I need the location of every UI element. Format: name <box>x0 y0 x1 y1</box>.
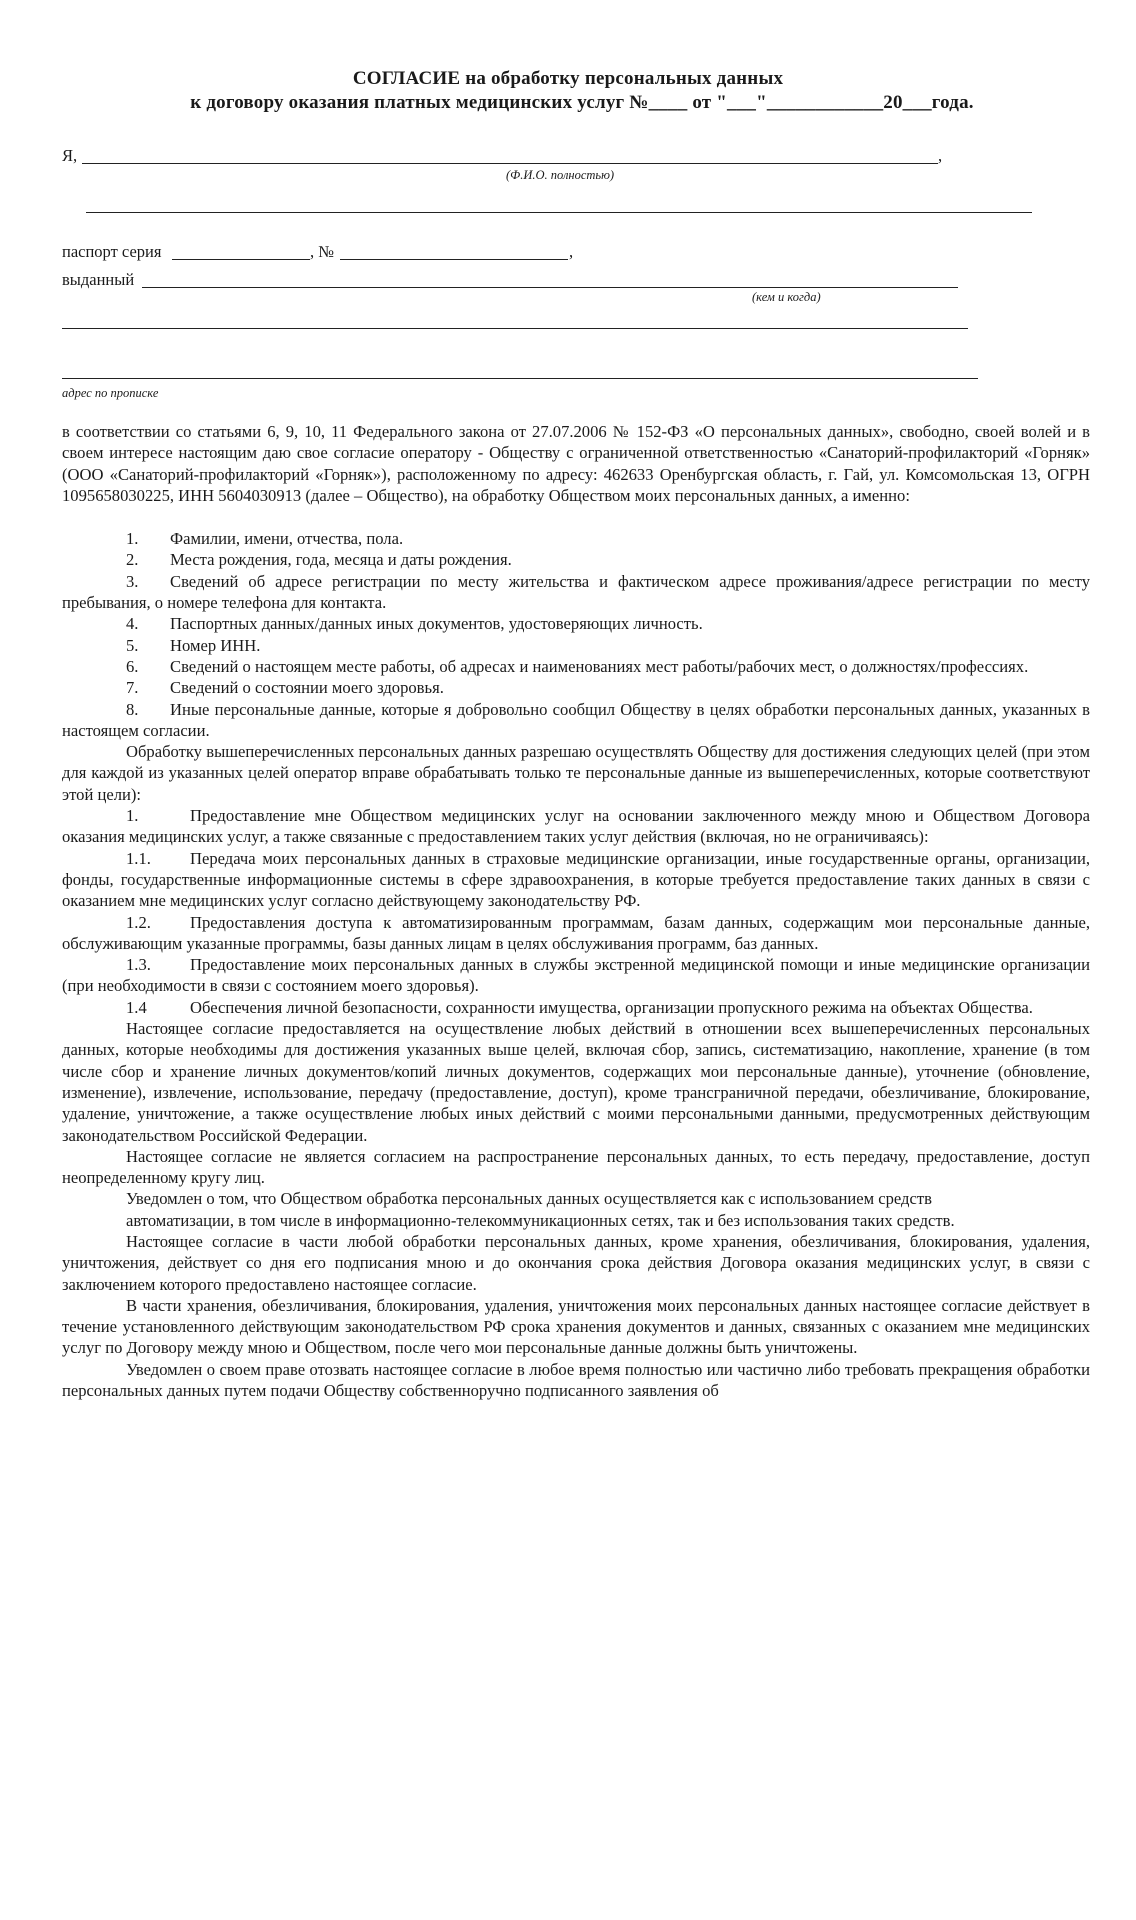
passport-series-label: паспорт серия <box>62 242 162 261</box>
full-name-continuation-line[interactable] <box>86 212 1032 213</box>
purpose-item <box>62 805 1090 848</box>
list-item-number: 1. <box>126 529 139 549</box>
issued-by-line[interactable] <box>142 287 958 288</box>
purposes-intro-paragraph: Обработку вышеперечисленных персональных данных разрешаю осуществлять Обществу для достижения следующих целей (при этом для каждой из указанных целей оператор вправе обрабатывать только те персональные данные из вышеперечисленных, которые соответствуют этой цели): <box>62 742 1090 804</box>
list-item-text: Фамилии, имени, отчества, пола. <box>170 529 404 549</box>
list-item <box>62 571 1090 614</box>
list-item-number: 7. <box>126 678 139 698</box>
full-name-line[interactable] <box>82 163 938 164</box>
intro-paragraph: в соответствии со статьями 6, 9, 10, 11 Федерального закона от 27.07.2006 № 152-ФЗ «О персональных данных», свободно, своей волей и в своем интересе настоящим даю свое согласие оператору - Обществу с ограниченной ответственностью «Санаторий-профилакторий «Горняк» (ООО «Санаторий-профилакторий «Горняк»), расположенному по адресу: 462633 Оренбургская область, г. Гай, ул. Комсомольская 13, ОГРН 1095658030225, ИНН 5604030913 (далее – Общество), на обработку Обществом моих персональных данных, а именно: <box>62 422 1090 505</box>
purpose-item-text: Предоставление моих персональных данных в службы экстренной медицинской помощи и иные медицинские организации (при необходимости в связи с состоянием моего здоровья). <box>62 955 1090 996</box>
passport-series-line[interactable] <box>172 259 310 260</box>
full-name-caption: (Ф.И.О. полностью) <box>506 168 615 182</box>
passport-number-comma: , <box>569 242 574 261</box>
document-title: СОГЛАСИЕ на обработку персональных данных <box>352 68 784 89</box>
list-item-number: 3. <box>126 571 139 591</box>
automation-notice-line2: автоматизации, в том числе в информационно-телекоммуникационных сетях, так и без использования таких средств. <box>126 1210 955 1230</box>
registration-address-caption: адрес по прописке <box>62 386 159 400</box>
purpose-item <box>62 848 1090 912</box>
consent-body <box>62 421 1090 1401</box>
list-item-text: Паспортных данных/данных иных документов, удостоверяющих личность. <box>170 614 703 634</box>
scope-paragraph: Настоящее согласие предоставляется на осуществление любых действий в отношении всех вышеперечисленных персональных данных, которые необходимы для достижения указанных выше целей, включая сбор, запись, систематизацию, накопление, хранение (в том числе сбор и хранение личных документов/копий личных документов, содержащих мои персональные данные), уточнение (обновление, изменение), извлечение, использование, передачу (предоставление, доступ), кроме трансграничной передачи, обезличивание, блокирование, удаление, уничтожение, а также осуществление любых иных действий с моими персональными данными, предусмотренных действующим законодательством Российской Федерации. <box>62 1019 1090 1145</box>
issued-by-continuation-line[interactable] <box>62 328 968 329</box>
name-prefix-label: Я, <box>62 146 78 165</box>
list-item-text: Сведений о состоянии моего здоровья. <box>170 678 444 698</box>
list-item <box>62 549 1090 570</box>
purpose-item-number: 1.1. <box>126 848 151 868</box>
purpose-item <box>62 997 1090 1018</box>
issued-by-label: выданный <box>62 270 135 289</box>
passport-number-label: , № <box>310 242 334 261</box>
purpose-item <box>62 912 1090 955</box>
purpose-item-number: 1.3. <box>126 955 151 975</box>
storage-paragraph: В части хранения, обезличивания, блокирования, удаления, уничтожения моих персональных данных настоящее согласие действует в течение установленного действующим законодательством РФ срока хранения документов и данных, связанных с оказанием мне медицинских услуг по Договору между мною и Обществом, после чего мои персональные данные должны быть уничтожены. <box>62 1295 1090 1358</box>
issued-by-caption: (кем и когда) <box>752 290 821 304</box>
list-item-text: Сведений об адресе регистрации по месту жительства и фактическом адресе проживания/адресе регистрации по месту пребывания, о номере телефона для контакта. <box>62 571 1090 613</box>
passport-number-line[interactable] <box>340 259 568 260</box>
list-item <box>62 613 1090 634</box>
purpose-item-number: 1.2. <box>126 912 151 932</box>
registration-address-line[interactable] <box>62 378 978 379</box>
list-item <box>62 528 1090 549</box>
automation-notice-line1: Уведомлен о том, что Обществом обработка персональных данных осуществляется как с использованием средств <box>126 1189 932 1209</box>
list-item <box>62 656 1090 677</box>
list-item <box>62 699 1090 742</box>
list-item-text: Сведений о настоящем месте работы, об адресах и наименованиях мест работы/рабочих мест, о должностях/профессиях. <box>170 656 1029 676</box>
purpose-item-text: Передача моих персональных данных в страховые медицинские организации, иные государственные органы, организации, фонды, государственные информационные системы в сфере здравоохранения, в которые требуется предоставление таких данных в связи с оказанием мне медицинских услуг согласно действующему законодательству РФ. <box>62 848 1090 911</box>
list-item-text: Иные персональные данные, которые я добровольно сообщил Обществу в целях обработки персональных данных, указанных в настоящем согласии. <box>62 699 1090 740</box>
list-item-number: 8. <box>126 699 139 719</box>
purpose-item-text: Предоставления доступа к автоматизированным программам, базам данных, содержащим мои персональные данные, обслуживающим указанные программы, базы данных лицам в целях обслуживания программ, баз данных. <box>62 912 1090 953</box>
purpose-item-number: 1.4 <box>126 997 147 1017</box>
list-item <box>62 677 1090 698</box>
purpose-item-text: Обеспечения личной безопасности, сохранности имущества, организации пропускного режима на объектах Общества. <box>190 997 1033 1017</box>
revocation-paragraph: Уведомлен о своем праве отозвать настоящее согласие в любое время полностью или частично либо требовать прекращения обработки персональных данных путем подачи Обществу собственноручно подписанного заявления об <box>62 1359 1090 1401</box>
list-item-number: 2. <box>126 550 139 570</box>
list-item-text: Места рождения, года, месяца и даты рождения. <box>170 550 512 570</box>
purpose-item-text: Предоставление мне Обществом медицинских услуг на основании заключенного между мною и Обществом Договора оказания медицинских услуг, а также связанные с предоставлением таких услуг действия (включая, но не ограничиваясь): <box>62 806 1090 847</box>
purpose-item <box>62 954 1090 997</box>
list-item-number: 5. <box>126 635 139 655</box>
list-item <box>62 635 1090 656</box>
document-subtitle: к договору оказания платных медицинских услуг №____ от "___"____________20___года. <box>190 92 974 113</box>
name-suffix-comma: , <box>938 146 943 165</box>
list-item-number: 4. <box>126 614 139 634</box>
purpose-item-number: 1. <box>126 806 139 826</box>
list-item-number: 6. <box>126 656 139 676</box>
distribution-paragraph: Настоящее согласие не является согласием на распространение персональных данных, то есть передачу, предоставление, доступ неопределенному кругу лиц. <box>62 1146 1090 1188</box>
list-item-text: Номер ИНН. <box>170 635 261 655</box>
validity-paragraph: Настоящее согласие в части любой обработки персональных данных, кроме хранения, обезличивания, блокирования, удаления, уничтожения, действует со дня его подписания мною и до окончания срока действия Договора оказания медицинских услуг, в связи с заключением которого предоставлено настоящее согласие. <box>62 1231 1090 1294</box>
